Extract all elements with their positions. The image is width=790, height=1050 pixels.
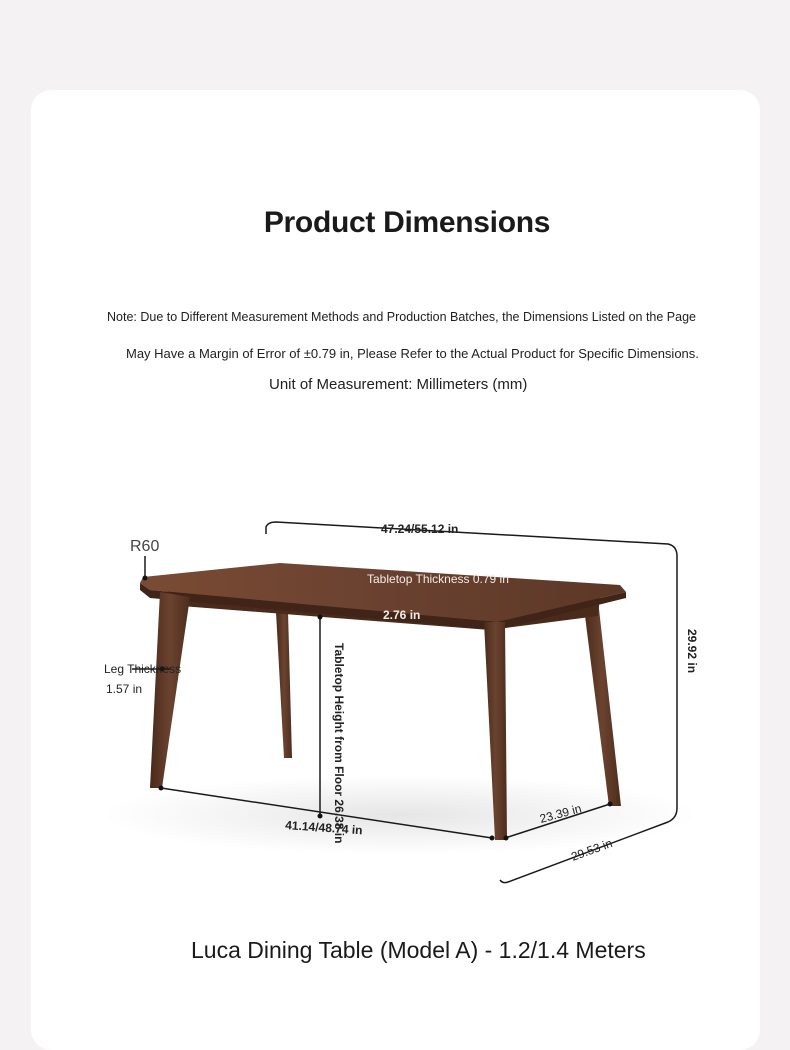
page-title: Product Dimensions [263, 206, 551, 239]
table-leg-back-left [276, 612, 292, 758]
total-height-label: 29.92 in [685, 629, 699, 674]
note-line-2: May Have a Margin of Error of ±0.79 in, Please Refer to the Actual Product for Specific Dimensions. [126, 346, 699, 361]
width-label: 29.53 in [569, 836, 615, 864]
corner-radius-label: R60 [130, 538, 160, 555]
product-name: Luca Dining Table (Model A) - 1.2/1.4 Meters [191, 937, 646, 963]
apron-height-label: 2.76 in [383, 608, 421, 622]
tabletop-height-label: Tabletop Height from Floor 26.38 in [332, 643, 346, 844]
leg-thickness-value: 1.57 in [106, 682, 143, 696]
leg-span-width-label: 23.39 in [538, 801, 584, 826]
tabletop-thickness-label: Tabletop Thickness 0.79 in [367, 572, 509, 586]
note-line-1: Note: Due to Different Measurement Methods and Production Batches, the Dimensions Listed on the Page [107, 310, 696, 324]
table-leg-back-right [583, 600, 621, 806]
leg-span-length-label: 41.14/48.74 in [284, 818, 363, 838]
length-label: 47.24/55.12 in [381, 522, 459, 536]
unit-of-measurement: Unit of Measurement: Millimeters (mm) [269, 376, 528, 393]
table-leg-front-left [150, 592, 190, 788]
leg-thickness-label: Leg Thickness [104, 662, 182, 676]
